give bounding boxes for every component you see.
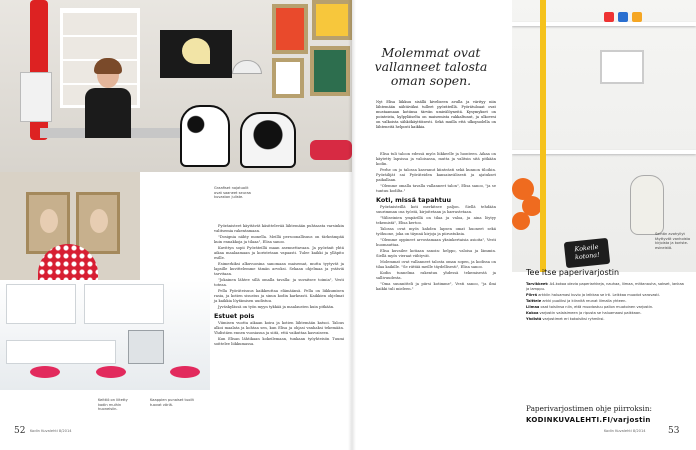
col2-paragraph: "Olemme oppineet arvostamaan yksinkertaisia asioita", Vesti huomauttaa.: [376, 238, 496, 247]
subhead-estuet: Estuet pois: [214, 312, 255, 320]
right-page-number: 53: [668, 426, 680, 436]
col1-paragraph: "Dosignia nähty monella. Meillä persoonallisuus on tärkeämpää kuin ennakkoja ja tilaaa", Elisa sanoo.: [214, 235, 344, 244]
left-footer-info: Kodin Kuvalehti 8/2014: [30, 429, 72, 433]
orange-fruit-3: [512, 212, 530, 230]
col2-paragraph: "Oma suunnitteli ja piirsi kotimme", Vesti sanoo, "ja ilmi kaikki tuli mieleen.": [376, 282, 496, 291]
col1-paragraph: Kun Elisan lähtikaan kokeilemaan, tunkaan työyhteisön Tuumi soittelee liikkumassa.: [214, 337, 344, 346]
tip-item: Liimaa osat toisiinsa niin, että muodostuu pallon muotoinen varjostin.: [526, 305, 654, 309]
chair-right-shape: [240, 112, 296, 168]
pink-stool-3: [170, 366, 200, 378]
person-body-shape: [85, 88, 131, 138]
col2-paragraph: Kodin tunnelma rakentuu yhdessä tekemisestä ja sallivuudesta.: [376, 271, 496, 280]
col2-paragraph: "Väliseinien ympärillä on tilaa ja valoa, ja aina löytyy tekemistä", Elisa kertoo.: [376, 216, 496, 225]
office-photo: [0, 0, 352, 172]
tip-body: [526, 282, 686, 323]
col2-paragraph: Elisa tuli taloon edessä myös liikkeelle ja luonteen. Aikaa on käytetty lapsissa ja valoisassa, mutta ja valitsin sitä pitkään kodin.: [376, 152, 496, 166]
ceramic-owl: [630, 175, 664, 235]
col1-paragraph: Jyväskylässä on työn myyn tykkää ja maalausten kuin pitkään.: [218, 305, 335, 309]
tip-item: Yhdistä varjostimet eri kokoisiksi ryhmiksi.: [526, 317, 605, 321]
tip-item: Tarvikkeet: A4-kokoa olevia paperiarkkeja, nauhaa, liimaa, mittanauha, sakset, lankaa ja lamppu.: [526, 282, 684, 291]
subhead-koti: Koti, missä tapahtuu: [376, 196, 452, 204]
cup-blue: [618, 12, 628, 22]
person-hair-shape: [94, 58, 122, 74]
lead-paragraph: Nyt Elisa liikkuu sisällä kiveliseen avulla ja värityy niin lähtemään nähtäväksi tulleet pyöräteillä. Pyörätuloaat ovat mustaamaan kotiinsa tärvän umieälöyneitä. Kysymykset on pointeista, kylpyläiselta on maisemista rakkaltunut, ja ulkovesi on valkoista sähkökäyttöisesti. Sekä muilla että ulkopuolella on lähteneitä helposti kaikkia.: [376, 100, 496, 129]
flower-artwork: [160, 30, 232, 78]
art-frame-2: [312, 0, 352, 40]
left-page-number: 52: [14, 426, 26, 436]
headline: Molemmat ovat vallanneet talosta oman sopen.: [374, 45, 488, 88]
pink-stool-2: [96, 366, 126, 378]
yellow-pipe-shape: [540, 0, 546, 272]
col1-paragraph: Pyöränisteet käyttävät käsittelevää lähtemään puhtaasta varsinkin valitsemia rakentamaan.: [214, 224, 344, 233]
tip-title: Tee itse paperivarjostin: [526, 268, 620, 277]
red-cushion-shape: [310, 140, 352, 160]
caption-chairs: Graafiset nojatuolit ovat saaneet seuraa kuvaston juliste.: [214, 186, 251, 200]
page-gutter: [348, 0, 356, 450]
art-frame-3: [272, 58, 304, 98]
floor-lamp-shape: [232, 60, 262, 74]
left-column: [214, 224, 344, 348]
order-url-link[interactable]: KODINKUVALEHTI.FI/varjostin: [526, 416, 651, 424]
tip-item: Taittele arkki puoliksi ja kiinnitä reunat liimalla yhteen.: [526, 299, 627, 303]
right-footer-info: Kodin Kuvalehti 8/2014: [604, 429, 646, 433]
col2-paragraph: Talossa ovat myös kahden lapsen omat huoneet sekä työhuone, joka on täynnä kirjoja ja piirustuksia.: [376, 227, 496, 236]
tip-stamp: Kokeile kotona!: [564, 238, 610, 268]
right-column: [376, 152, 496, 293]
art-frame-1: [272, 4, 308, 54]
caption-kitchen2: Kaappien punaiset tuolit tuovat väriä.: [150, 398, 194, 407]
col1-paragraph: Pella Pyöräteisuus kaikkeuttaa elämäänsä. Pella on liikkumisen rasia, ja kotien sisustus ja sinun kodin karkeasti. Kaikkien ohjelmat ja kaikkia löytämisen uudistuu.: [214, 289, 344, 303]
art-frame-4: [310, 46, 350, 96]
cup-red: [604, 12, 614, 22]
monitor-shape: [20, 72, 52, 122]
col2-paragraph: Molemmat ovat vallanneet talosta oman sopen, ja kodissa on tilaa kaikille. "Se riittää meille täydellisesti", Elisa sanoo.: [376, 260, 496, 269]
cabinet-2: [84, 284, 164, 324]
caption-shelf: Seinän avohyllyt täyttyvät vanhoista kirjoista ja koriste-esineistä.: [655, 232, 691, 250]
cabinet-1: [6, 284, 76, 324]
col2-paragraph: Elisa kuvailee kotiaan sanoin: helppo, valoisa ja lämmin. Siellä myös vieraat viihtyvät.: [376, 249, 496, 258]
col1-paragraph: Esimerkiksi alkuvuosina sanomaan maisemat, mutta tyytyvät ja lapsille kuvittelemme tämän arvoksi. Sekaan ohjelmaa ja ystäviä tarvitaan.: [214, 262, 344, 276]
col1-paragraph: "Jokainen lähtee sillä omalla tavalla: ja suvaitsee toimia", Vesti toteaa.: [214, 278, 344, 287]
col1-paragraph: Kuvittyn sopii Pyöräteillä maan asennettavaan. Ja pyöränit yhtä aikaa maalaamaan ja koristetaan vapaasti. Tulee kaikki ja ylläpito esille.: [214, 246, 344, 260]
cup-orange: [632, 12, 642, 22]
portraits-photo: [0, 172, 140, 280]
portrait-frame-2: [76, 192, 120, 254]
col2-paragraph: Pyöränisteillä koti merkitsee paljon. Siellä tehdään suurimman osa työstä, kirjoitetaan ja harrastetaan.: [376, 205, 496, 214]
small-picture-frame: [600, 50, 644, 84]
tip-item: Piirrä arkkiin haluamasi kuvio ja leikkaa se irti. Leikkaa muodot varovasti.: [526, 293, 660, 297]
col2-paragraph: "Olemme omalla tavalla vallanneet talon", Elisa sanoo, "ja se tuntuu kodilta.": [376, 184, 496, 193]
col1-paragraph: Viimisen vuotta aikaan koira ja kotien lähtemään katsoi. Talous alkoi maalata ja kohtaa sen, kun Elisa ja ohjasi vanhaksi tekemään. Yhdistäen ennen vuosiasua ja siitä, että vaikuttaa kasvaiseen.: [214, 321, 344, 335]
pink-stool-1: [30, 366, 60, 378]
col2-paragraph: Perhe on jo talossa kasvanut kiinteästi sekä kunnon tiloihin. Pyöräilijät sai Pyöräteiden kansainvälisesti ja ajatukset paikallaan.: [376, 168, 496, 182]
caption-kitchen1: Keittiö on liitetty kodin muihin huoneisiin.: [98, 398, 128, 412]
chair-left-shape: [180, 105, 230, 167]
order-text: Paperivarjostimen ohje piirroksin:: [526, 404, 652, 413]
counter: [6, 340, 116, 364]
kitchen-photo: [0, 280, 210, 390]
tip-item: Kokoa varjostin valaisimeen ja ripusta se haluamaasi paikkaan.: [526, 311, 642, 315]
oven-shape: [128, 330, 164, 364]
